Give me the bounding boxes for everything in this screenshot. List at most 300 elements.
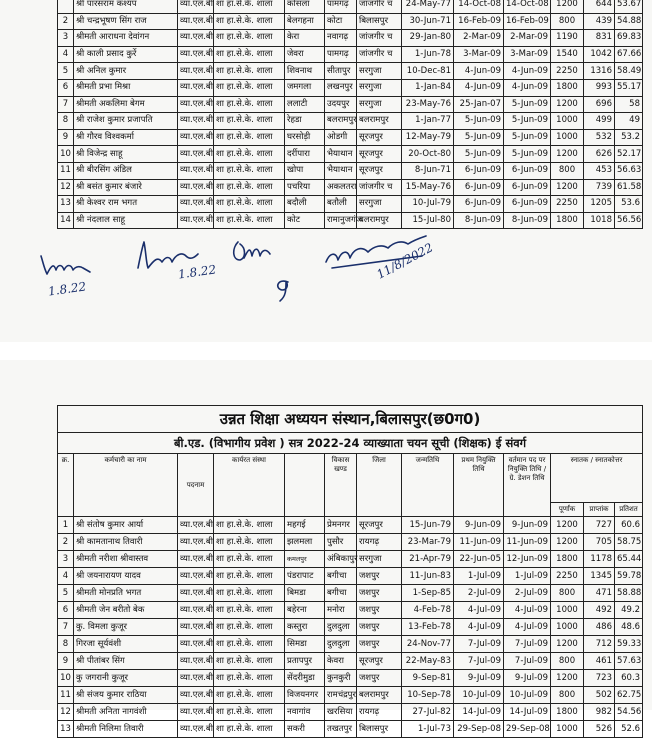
cell-appointment: 14-Jul-09: [454, 704, 504, 721]
cell-percent: 49: [615, 113, 643, 130]
cell-no: 4: [58, 46, 74, 63]
cell-appointment: 4-Jun-09: [454, 63, 504, 80]
cell-percent: 52.6: [615, 721, 643, 738]
cell-school: शा हा.से.के. शाला: [214, 619, 285, 636]
cell-total: 1200: [551, 96, 584, 113]
list-subtitle: बी.एड. (विभागीय प्रवेश ) सत्र 2022-24 व्याख्याता चयन सूची (शिक्षक) ई संवर्ग: [58, 433, 643, 454]
cell-post: व्या.एल.बी: [178, 517, 214, 534]
cell-no: 5: [58, 585, 74, 602]
cell-name: श्रीमती नरीशा श्रीवास्तव: [74, 551, 178, 568]
cell-place: महगई: [285, 517, 325, 534]
table-row: [58, 585, 643, 602]
cell-obtained: 705: [584, 534, 615, 551]
cell-dob: 10-Sep-78: [402, 687, 454, 704]
signature-date-2: 1.8.22: [177, 262, 217, 282]
cell-appointment: 2-Mar-09: [454, 30, 504, 47]
signature-date-3: 11/8/2022: [374, 240, 436, 282]
table-row: [58, 670, 643, 687]
cell-district: जशपुर: [357, 585, 402, 602]
cell-appointment: 3-Mar-09: [454, 46, 504, 63]
cell-joining: 6-Jun-09: [504, 162, 551, 179]
cell-dob: 24-May-77: [402, 0, 454, 13]
cell-district: बलरामपुर: [357, 113, 402, 130]
cell-obtained: 626: [584, 146, 615, 163]
cell-obtained: 486: [584, 619, 615, 636]
cell-district: जांजगीर च: [357, 0, 402, 13]
cell-district: बिलासपुर: [357, 13, 402, 30]
cell-dob: 9-Sep-81: [402, 670, 454, 687]
cell-block: खरसिया: [325, 704, 357, 721]
cell-appointment: 22-Jun-05: [454, 551, 504, 568]
cell-total: 1000: [551, 619, 584, 636]
table-row: [58, 162, 643, 179]
header-total: पूर्णांक: [551, 503, 584, 517]
cell-joining: 10-Jul-09: [504, 687, 551, 704]
cell-district: जांजगीर च: [357, 30, 402, 47]
cell-post: व्या.एल.बी: [178, 551, 214, 568]
cell-no: 11: [58, 162, 74, 179]
bottom-selection-table: [57, 405, 643, 738]
cell-place: दर्रीपारा: [285, 146, 325, 163]
cell-post: व्या.एल.बी: [178, 30, 214, 47]
cell-place: सेंदरीमुडा: [285, 670, 325, 687]
cell-joining: 14-Jul-09: [504, 704, 551, 721]
cell-district: बलरामपुर: [357, 212, 402, 229]
cell-joining: 14-Oct-08: [504, 0, 551, 13]
cell-school: शा हा.से.के. शाला: [214, 517, 285, 534]
cell-appointment: 14-Oct-08: [454, 0, 504, 13]
cell-school: शा हा.से.के. शाला: [214, 670, 285, 687]
cell-total: 1190: [551, 30, 584, 47]
cell-appointment: 4-Jul-09: [454, 602, 504, 619]
cell-obtained: 982: [584, 704, 615, 721]
cell-name: कु. विमला कुजूर: [74, 619, 178, 636]
cell-obtained: 439: [584, 13, 615, 30]
cell-dob: 24-Nov-77: [402, 636, 454, 653]
cell-no: 2: [58, 534, 74, 551]
cell-district: रायगढ़: [357, 704, 402, 721]
cell-dob: 21-Apr-79: [402, 551, 454, 568]
cell-name: श्रीमती अनिता नागवंशी: [74, 704, 178, 721]
cell-block: बगीचा: [325, 585, 357, 602]
cell-joining: 6-Jun-09: [504, 179, 551, 196]
cell-place: केरा: [285, 30, 325, 47]
cell-place: बेलगहना: [285, 13, 325, 30]
cell-name: श्री नंदलाल साहू: [74, 212, 178, 229]
cell-post: व्या.एल.बी: [178, 704, 214, 721]
cell-district: जशपुर: [357, 619, 402, 636]
cell-place: खोपा: [285, 162, 325, 179]
cell-dob: 22-May-83: [402, 653, 454, 670]
cell-percent: 67.66: [615, 46, 643, 63]
cell-name: श्री बीरसिंग अंडिल: [74, 162, 178, 179]
cell-obtained: 1345: [584, 568, 615, 585]
table-row: [58, 46, 643, 63]
cell-dob: 15-Jun-79: [402, 517, 454, 534]
header-graduation: स्नातक / स्नातकोत्तर: [551, 454, 643, 503]
cell-dob: 29-Jan-80: [402, 30, 454, 47]
cell-no: 8: [58, 636, 74, 653]
cell-total: 1000: [551, 721, 584, 738]
cell-joining: 9-Jun-09: [504, 517, 551, 534]
cell-percent: 48.6: [615, 619, 643, 636]
cell-name: श्रीमती अकलिमा बेगम: [74, 96, 178, 113]
cell-post: व्या.एल.बी: [178, 534, 214, 551]
cell-school: शा हा.से.के. शाला: [214, 551, 285, 568]
cell-district: सूरजपुर: [357, 146, 402, 163]
cell-total: 1200: [551, 670, 584, 687]
cell-block: पुसौर: [325, 534, 357, 551]
cell-dob: 23-Mar-79: [402, 534, 454, 551]
cell-no: 7: [58, 96, 74, 113]
cell-district: जांजगीर च: [357, 179, 402, 196]
cell-district: रायगढ़: [357, 534, 402, 551]
cell-school: शा हा.से.के. शाला: [214, 79, 285, 96]
cell-place: जमगला: [285, 79, 325, 96]
cell-percent: 59.78: [615, 568, 643, 585]
cell-percent: 52.17: [615, 146, 643, 163]
cell-appointment: 16-Feb-09: [454, 13, 504, 30]
cell-total: 1800: [551, 551, 584, 568]
cell-appointment: 25-Jan-07: [454, 96, 504, 113]
table-row: [58, 653, 643, 670]
cell-appointment: 10-Jul-09: [454, 687, 504, 704]
cell-appointment: 4-Jul-09: [454, 619, 504, 636]
cell-district: सरगुजा: [357, 196, 402, 213]
cell-block: अंबिकापुर: [325, 551, 357, 568]
cell-obtained: 739: [584, 179, 615, 196]
cell-percent: 60.3: [615, 670, 643, 687]
cell-name: श्री पारसराम कश्यप: [74, 0, 178, 13]
cell-joining: 29-Sep-08: [504, 721, 551, 738]
cell-joining: 7-Jul-09: [504, 636, 551, 653]
cell-total: 1800: [551, 704, 584, 721]
cell-place: नवागांव: [285, 704, 325, 721]
table-row: [58, 96, 643, 113]
cell-appointment: 6-Jun-09: [454, 196, 504, 213]
cell-percent: 49.2: [615, 602, 643, 619]
cell-place: विजयनगर: [285, 687, 325, 704]
cell-joining: 8-Jun-09: [504, 212, 551, 229]
cell-district: सूरजपुर: [357, 517, 402, 534]
cell-appointment: 7-Jul-09: [454, 636, 504, 653]
cell-joining: 9-Jul-09: [504, 670, 551, 687]
cell-total: 1000: [551, 602, 584, 619]
table-row: [58, 551, 643, 568]
table-row: [58, 568, 643, 585]
cell-block: रामचंद्रपुर: [325, 687, 357, 704]
cell-no: 6: [58, 79, 74, 96]
cell-school: शा हा.से.के. शाला: [214, 162, 285, 179]
cell-appointment: 11-Jun-09: [454, 534, 504, 551]
cell-school: शा हा.से.के. शाला: [214, 568, 285, 585]
cell-post: व्या.एल.बी: [178, 46, 214, 63]
cell-percent: 69.83: [615, 30, 643, 47]
cell-name: श्री संतोष कुमार आर्या: [74, 517, 178, 534]
cell-dob: 23-May-76: [402, 96, 454, 113]
institute-title: उन्नत शिक्षा अध्ययन संस्थान,बिलासपुर(छ0ग0): [58, 406, 643, 433]
cell-no: 3: [58, 30, 74, 47]
cell-joining: 11-Jun-09: [504, 534, 551, 551]
cell-district: जशपुर: [357, 636, 402, 653]
cell-name: श्रीमती आराधना देवांगन: [74, 30, 178, 47]
cell-block: नवागढ़: [325, 30, 357, 47]
cell-school: शा हा.से.के. शाला: [214, 636, 285, 653]
cell-appointment: 2-Jul-09: [454, 585, 504, 602]
cell-name: श्रीमती निलिमा तिवारी: [74, 721, 178, 738]
table-header-row: [58, 454, 643, 503]
cell-post: व्या.एल.बी: [178, 568, 214, 585]
cell-place: कोट: [285, 212, 325, 229]
cell-percent: 53.6: [615, 196, 643, 213]
cell-obtained: 1042: [584, 46, 615, 63]
cell-post: व्या.एल.बी: [178, 179, 214, 196]
cell-school: शा हा.से.के. शाला: [214, 96, 285, 113]
cell-name: श्री राजेश कुमार प्रजापति: [74, 113, 178, 130]
cell-district: सरगुजा: [357, 79, 402, 96]
table-row: [58, 534, 643, 551]
table-row: [58, 687, 643, 704]
cell-post: व्या.एल.बी: [178, 146, 214, 163]
cell-block: उदयपुर: [325, 96, 357, 113]
cell-block: केवरा: [325, 653, 357, 670]
cell-total: 1200: [551, 179, 584, 196]
cell-no: 11: [58, 687, 74, 704]
cell-place: शिवनाथ: [285, 63, 325, 80]
cell-obtained: 696: [584, 96, 615, 113]
cell-post: व्या.एल.बी: [178, 619, 214, 636]
cell-percent: 53.2: [615, 129, 643, 146]
cell-district: सूरजपुर: [357, 129, 402, 146]
cell-obtained: 502: [584, 687, 615, 704]
signature-1: [38, 252, 98, 282]
cell-obtained: 644: [584, 0, 615, 13]
cell-percent: 53.67: [615, 0, 643, 13]
cell-name: श्री गौरव विश्वकर्मा: [74, 129, 178, 146]
cell-joining: 12-Jun-09: [504, 551, 551, 568]
header-block: विकास खण्ड: [325, 454, 357, 517]
cell-block: पामगढ़: [325, 0, 357, 13]
cell-name: श्री अनिल कुमार: [74, 63, 178, 80]
cell-dob: 12-May-79: [402, 129, 454, 146]
cell-dob: 10-Jul-79: [402, 196, 454, 213]
cell-total: 1200: [551, 534, 584, 551]
cell-school: शा हा.से.के. शाला: [214, 179, 285, 196]
cell-obtained: 712: [584, 636, 615, 653]
cell-district: सूरजपुर: [357, 162, 402, 179]
header-appointment: प्रथम नियुक्ति तिथि: [454, 454, 504, 517]
cell-post: व्या.एल.बी: [178, 687, 214, 704]
table-row: [58, 636, 643, 653]
cell-name: श्रीमती प्रभा मिश्रा: [74, 79, 178, 96]
cell-school: शा हा.से.के. शाला: [214, 146, 285, 163]
cell-dob: 20-Oct-80: [402, 146, 454, 163]
header-school: कार्यरत संस्था: [214, 454, 285, 517]
cell-joining: 3-Mar-09: [504, 46, 551, 63]
cell-no: 12: [58, 704, 74, 721]
cell-obtained: 532: [584, 129, 615, 146]
cell-obtained: 1205: [584, 196, 615, 213]
cell-post: व्या.एल.बी: [178, 63, 214, 80]
header-no: क्र.: [58, 454, 74, 517]
table-row: [58, 704, 643, 721]
cell-obtained: 1018: [584, 212, 615, 229]
cell-total: 800: [551, 162, 584, 179]
cell-block: दुलदुला: [325, 619, 357, 636]
table-row: [58, 79, 643, 96]
cell-appointment: 8-Jun-09: [454, 212, 504, 229]
cell-joining: 5-Jun-09: [504, 146, 551, 163]
cell-obtained: 1316: [584, 63, 615, 80]
cell-block: कोटा: [325, 13, 357, 30]
cell-joining: 5-Jun-09: [504, 113, 551, 130]
cell-block: भैयाथान: [325, 146, 357, 163]
table-row: [58, 196, 643, 213]
cell-appointment: 9-Jun-09: [454, 517, 504, 534]
cell-percent: 54.56: [615, 704, 643, 721]
cell-school: शा हा.से.के. शाला: [214, 0, 285, 13]
cell-joining: 4-Jul-09: [504, 602, 551, 619]
cell-appointment: 6-Jun-09: [454, 179, 504, 196]
cell-district: जशपुर: [357, 670, 402, 687]
cell-percent: 60.6: [615, 517, 643, 534]
cell-place: बहेरना: [285, 602, 325, 619]
cell-total: 1200: [551, 146, 584, 163]
cell-percent: 65.44: [615, 551, 643, 568]
cell-dob: 1-Jan-84: [402, 79, 454, 96]
cell-school: शा हा.से.के. शाला: [214, 129, 285, 146]
cell-obtained: 492: [584, 602, 615, 619]
cell-no: 5: [58, 63, 74, 80]
cell-name: श्री जयनारायण यादव: [74, 568, 178, 585]
cell-total: 2250: [551, 196, 584, 213]
cell-place: कमलपुर: [285, 551, 325, 568]
table-row: [58, 63, 643, 80]
cell-school: शा हा.से.के. शाला: [214, 196, 285, 213]
cell-name: कु जगरानी कुजूर: [74, 670, 178, 687]
cell-joining: 16-Feb-09: [504, 13, 551, 30]
cell-place: रेहडा: [285, 113, 325, 130]
cell-appointment: 9-Jul-09: [454, 670, 504, 687]
cell-percent: 59.33: [615, 636, 643, 653]
cell-total: 1800: [551, 212, 584, 229]
cell-total: 2250: [551, 568, 584, 585]
cell-name: श्रीमती मोनप्रति भगत: [74, 585, 178, 602]
cell-name: श्री विजेन्द्र साहू: [74, 146, 178, 163]
cell-name: श्री कामतानाथ तिवारी: [74, 534, 178, 551]
cell-dob: 1-Jan-77: [402, 113, 454, 130]
cell-appointment: 7-Jul-09: [454, 653, 504, 670]
cell-school: शा हा.से.के. शाला: [214, 63, 285, 80]
cell-post: व्या.एल.बी: [178, 636, 214, 653]
header-place: [285, 454, 325, 517]
cell-joining: 4-Jun-09: [504, 79, 551, 96]
cell-joining: 4-Jul-09: [504, 619, 551, 636]
cell-total: 800: [551, 585, 584, 602]
cell-district: जशपुर: [357, 568, 402, 585]
cell-block: लखनपुर: [325, 79, 357, 96]
table-row: [58, 30, 643, 47]
cell-district: सरगुजा: [357, 63, 402, 80]
header-district: जिला: [357, 454, 402, 517]
cell-percent: 61.58: [615, 179, 643, 196]
header-name: कर्मचारी का नाम: [74, 454, 178, 517]
cell-dob: 27-Jul-82: [402, 704, 454, 721]
cell-block: तखतपुर: [325, 721, 357, 738]
cell-name: श्री केश्वर राम भगत: [74, 196, 178, 213]
cell-no: 8: [58, 113, 74, 130]
cell-block: रामानुजगंज: [325, 212, 357, 229]
cell-place: कस्तुरा: [285, 619, 325, 636]
cell-joining: 2-Mar-09: [504, 30, 551, 47]
cell-block: भैयाथान: [325, 162, 357, 179]
table-row: [58, 129, 643, 146]
cell-obtained: 453: [584, 162, 615, 179]
cell-post: व्या.एल.बी: [178, 721, 214, 738]
header-dob: जन्मतिथि: [402, 454, 454, 517]
signature-4: [270, 274, 296, 304]
table-row: [58, 517, 643, 534]
top-selection-table: [57, 0, 643, 229]
cell-district: जांजगीर च: [357, 46, 402, 63]
cell-percent: 58.49: [615, 63, 643, 80]
cell-place: झलमला: [285, 534, 325, 551]
table-row: [58, 619, 643, 636]
cell-school: शा हा.से.के. शाला: [214, 534, 285, 551]
cell-block: ओडगी: [325, 129, 357, 146]
page-gap: [0, 342, 652, 360]
cell-total: 1000: [551, 129, 584, 146]
top-page-scan: [0, 0, 652, 342]
header-joining: वर्तमान पद पर नियुक्ति तिथि / ग्रे. डेशन तिथि: [504, 454, 551, 517]
cell-total: 2250: [551, 63, 584, 80]
header-percent: प्रतिशत: [615, 503, 643, 517]
cell-name: श्री चन्द्रभूषण सिंग राज: [74, 13, 178, 30]
cell-no: 6: [58, 602, 74, 619]
cell-block: सीतापुर: [325, 63, 357, 80]
cell-name: श्री संजय कुमार राठिया: [74, 687, 178, 704]
cell-post: व्या.एल.बी: [178, 653, 214, 670]
cell-percent: 56.63: [615, 162, 643, 179]
cell-district: बलरामपुर: [357, 687, 402, 704]
list-subtitle-row: [58, 433, 643, 454]
institute-title-row: [58, 406, 643, 433]
cell-joining: 7-Jul-09: [504, 653, 551, 670]
cell-place: पचरिया: [285, 179, 325, 196]
cell-name: श्री काली प्रसाद कुर्रे: [74, 46, 178, 63]
cell-school: शा हा.से.के. शाला: [214, 212, 285, 229]
cell-no: 14: [58, 212, 74, 229]
cell-block: अकलतरा: [325, 179, 357, 196]
cell-no: 7: [58, 619, 74, 636]
cell-percent: 57.63: [615, 653, 643, 670]
cell-obtained: 499: [584, 113, 615, 130]
cell-post: व्या.एल.बी: [178, 162, 214, 179]
cell-block: बगीचा: [325, 568, 357, 585]
cell-place: कोसला: [285, 0, 325, 13]
cell-total: 800: [551, 687, 584, 704]
cell-total: 800: [551, 653, 584, 670]
cell-appointment: 4-Jun-09: [454, 79, 504, 96]
cell-post: व्या.एल.बी: [178, 129, 214, 146]
cell-no: 13: [58, 196, 74, 213]
cell-block: कुनकुरी: [325, 670, 357, 687]
cell-no: 13: [58, 721, 74, 738]
cell-joining: 5-Jun-09: [504, 96, 551, 113]
cell-dob: 1-Jul-73: [402, 721, 454, 738]
signature-date-1: 1.8.22: [47, 279, 87, 299]
cell-dob: 8-Jun-71: [402, 162, 454, 179]
